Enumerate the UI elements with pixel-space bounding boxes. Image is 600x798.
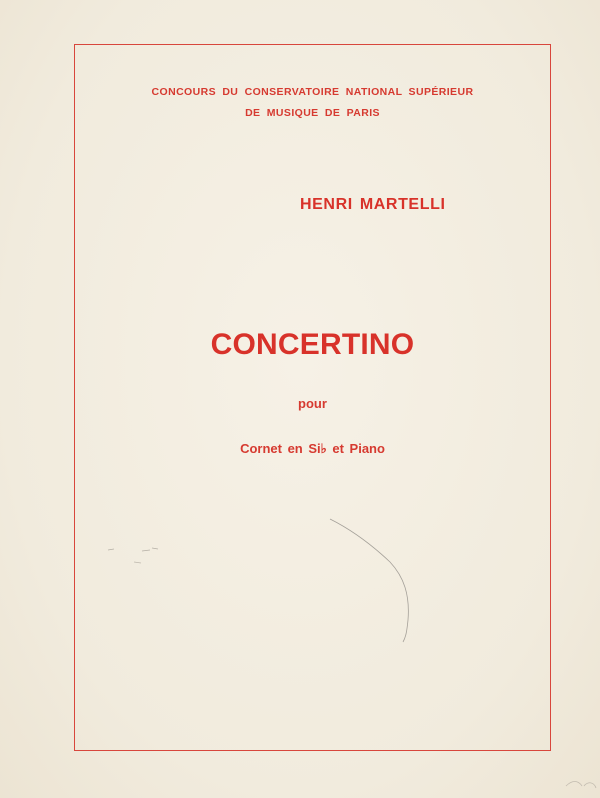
bottom-right-scribble: [566, 782, 596, 789]
institution-line-2: DE MUSIQUE DE PARIS: [245, 107, 380, 119]
work-title: CONCERTINO: [210, 328, 415, 361]
instrumentation: Cornet en Si♭ et Piano: [240, 441, 385, 456]
institution-line-1: CONCOURS DU CONSERVATOIRE NATIONAL SUPÉRIEUR: [151, 86, 474, 98]
pour-label: pour: [298, 396, 327, 411]
composer-name: HENRI MARTELLI: [300, 196, 446, 213]
